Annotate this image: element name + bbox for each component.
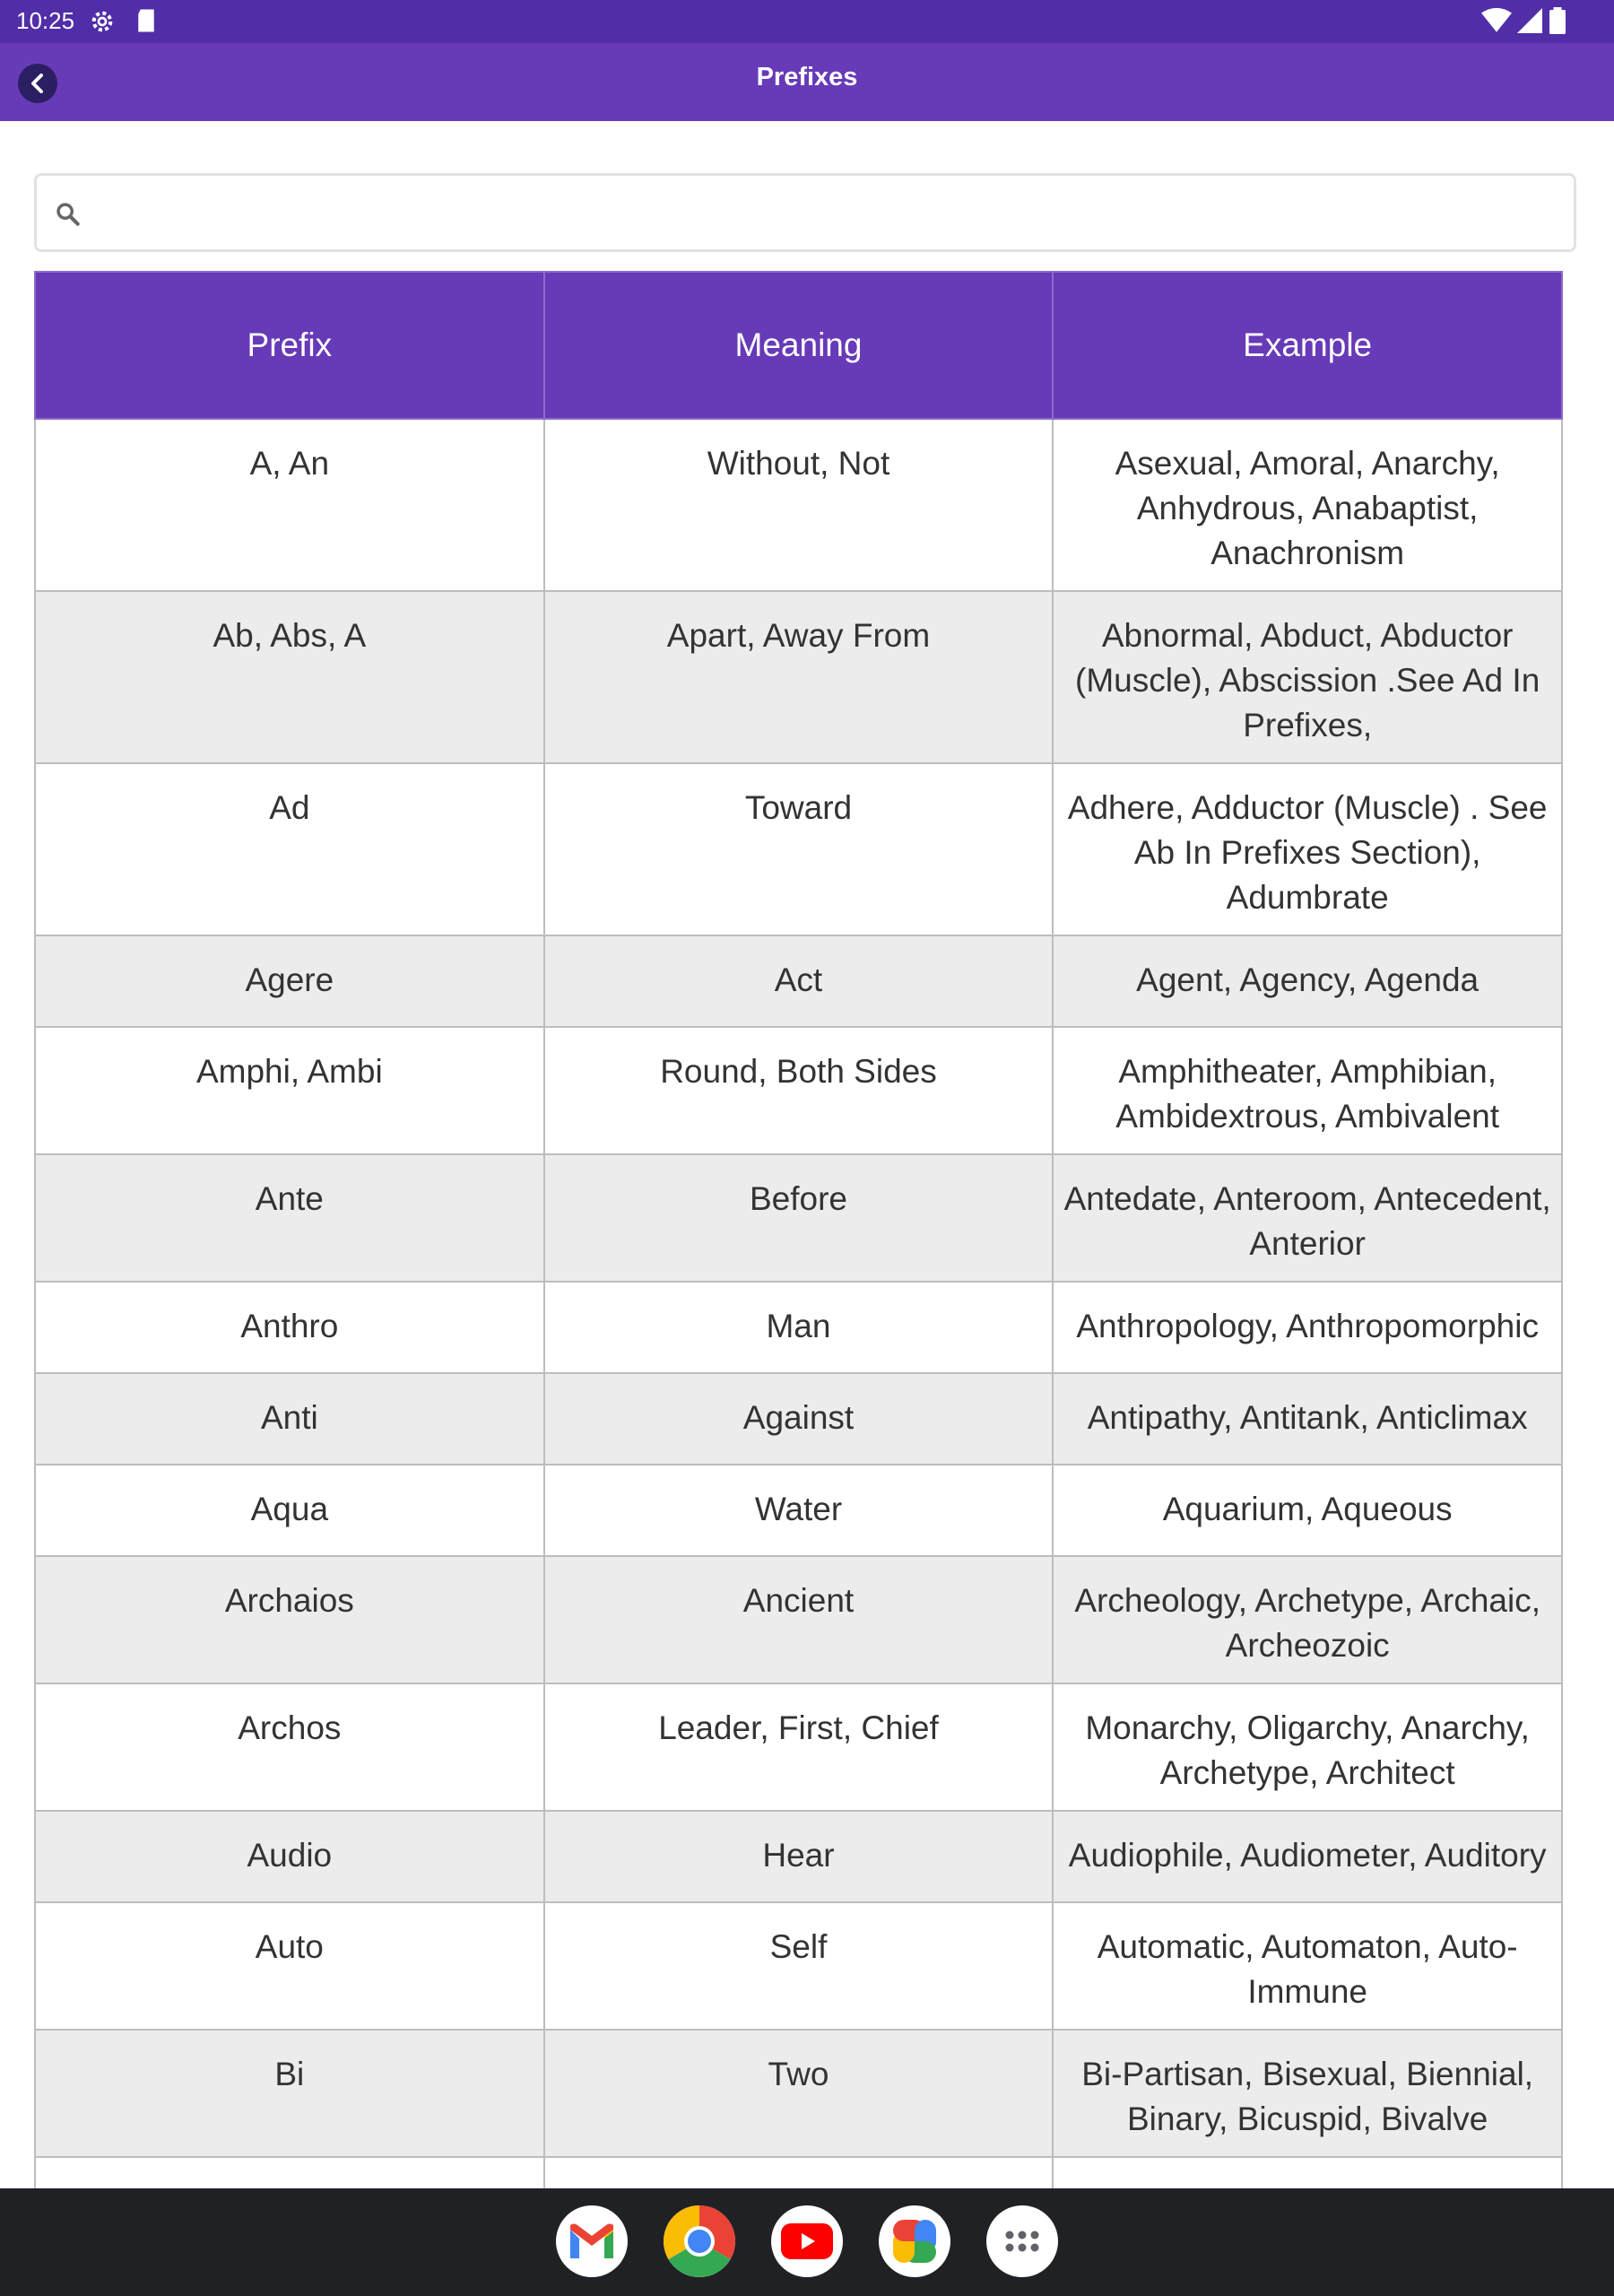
cell-example: Aquarium, Aqueous: [1053, 1465, 1562, 1556]
table-row: [35, 1556, 1562, 1683]
status-bar: [0, 0, 1614, 43]
cell-example: Antipathy, Antitank, Anticlimax: [1053, 1373, 1562, 1465]
cell-meaning: Man: [544, 1282, 1054, 1373]
header-prefix: Prefix: [35, 272, 544, 419]
table-row: [35, 1902, 1562, 2030]
signal-icon: [1517, 7, 1542, 39]
table-row: [35, 1154, 1562, 1282]
header-meaning: Meaning: [544, 272, 1054, 419]
search-box: [34, 173, 1576, 252]
table-row: [35, 1027, 1562, 1154]
table-row: [35, 2030, 1562, 2157]
table-row: [35, 1811, 1562, 1902]
cell-example: Archeology, Archetype, Archaic, Archeozoic: [1053, 1556, 1562, 1683]
wifi-icon: [1481, 7, 1512, 39]
cell-example: Agent, Agency, Agenda: [1053, 935, 1562, 1027]
sd-card-icon: [134, 7, 158, 39]
prefix-table-container[interactable]: [34, 271, 1563, 2188]
cell-meaning: Act: [544, 935, 1054, 1027]
cell-meaning: Water: [544, 1465, 1054, 1556]
table-row: [35, 1282, 1562, 1373]
header-example: Example: [1053, 272, 1562, 419]
table-row: [35, 763, 1562, 935]
cell-prefix: Amphi, Ambi: [35, 1027, 544, 1154]
cell-example: Audiophile, Audiometer, Auditory: [1053, 1811, 1562, 1902]
cell-prefix: Aqua: [35, 1465, 544, 1556]
cell-meaning: Before: [544, 1154, 1054, 1282]
cell-example: Adhere, Adductor (Muscle) . See Ab In Prefixes Section), Adumbrate: [1053, 763, 1562, 935]
cell-meaning: Toward: [544, 763, 1054, 935]
cell-meaning: Two: [544, 2030, 1054, 2157]
cell-example: Amphitheater, Amphibian, Ambidextrous, Ambivalent: [1053, 1027, 1562, 1154]
chrome-icon[interactable]: [664, 2205, 735, 2277]
cell-meaning: Self: [544, 1902, 1054, 2030]
cell-example: Automatic, Automaton, Auto-Immune: [1053, 1902, 1562, 2030]
cell-example: Bi-Partisan, Bisexual, Biennial, Binary, Bicuspid, Bivalve: [1053, 2030, 1562, 2157]
cell-prefix: Ab, Abs, A: [35, 591, 544, 763]
cell-prefix: Ante: [35, 1154, 544, 1282]
page-title: Prefixes: [756, 63, 858, 91]
cell-example: Abnormal, Abduct, Abductor (Muscle), Abscission .See Ad In Prefixes,: [1053, 591, 1562, 763]
table-row: [35, 419, 1562, 591]
table-header-row: [35, 272, 1562, 419]
cell-prefix: Bi: [35, 2030, 544, 2157]
app-dock: [0, 2188, 1614, 2296]
cell-prefix: Anthro: [35, 1282, 544, 1373]
cell-example: Anthropology, Anthropomorphic: [1053, 1282, 1562, 1373]
table-row: [35, 935, 1562, 1027]
table-row: [35, 1683, 1562, 1811]
cell-prefix: Archaios: [35, 1556, 544, 1683]
cell-example: Antedate, Anteroom, Antecedent, Anterior: [1053, 1154, 1562, 1282]
battery-icon: [1549, 7, 1566, 39]
cell-meaning: Round, Both Sides: [544, 1027, 1054, 1154]
cell-prefix: Archos: [35, 1683, 544, 1811]
cell-example: Asexual, Amoral, Anarchy, Anhydrous, Anabaptist, Anachronism: [1053, 419, 1562, 591]
cell-meaning: Hear: [544, 1811, 1054, 1902]
cell-prefix: Ad: [35, 763, 544, 935]
gmail-icon[interactable]: [556, 2205, 628, 2277]
prefix-table: [34, 271, 1563, 2285]
cell-meaning: Apart, Away From: [544, 591, 1054, 763]
search-input[interactable]: [100, 185, 1556, 244]
cell-meaning: Leader, First, Chief: [544, 1683, 1054, 1811]
search-icon: [55, 201, 80, 230]
table-row: [35, 1373, 1562, 1465]
photos-icon[interactable]: [879, 2205, 950, 2277]
cell-meaning: Ancient: [544, 1556, 1054, 1683]
status-time: 10:25: [16, 7, 75, 34]
cell-prefix: A, An: [35, 419, 544, 591]
app-bar: [0, 43, 1614, 121]
cell-prefix: Auto: [35, 1902, 544, 2030]
cell-example: Monarchy, Oligarchy, Anarchy, Archetype, Architect: [1053, 1683, 1562, 1811]
settings-gear-icon: [88, 7, 117, 40]
cell-meaning: Against: [544, 1373, 1054, 1465]
table-row: [35, 1465, 1562, 1556]
table-row: [35, 591, 1562, 763]
cell-meaning: Without, Not: [544, 419, 1054, 591]
cell-prefix: Anti: [35, 1373, 544, 1465]
cell-prefix: Agere: [35, 935, 544, 1027]
app-drawer-icon[interactable]: [986, 2205, 1058, 2277]
cell-prefix: Audio: [35, 1811, 544, 1902]
youtube-icon[interactable]: [771, 2205, 843, 2277]
